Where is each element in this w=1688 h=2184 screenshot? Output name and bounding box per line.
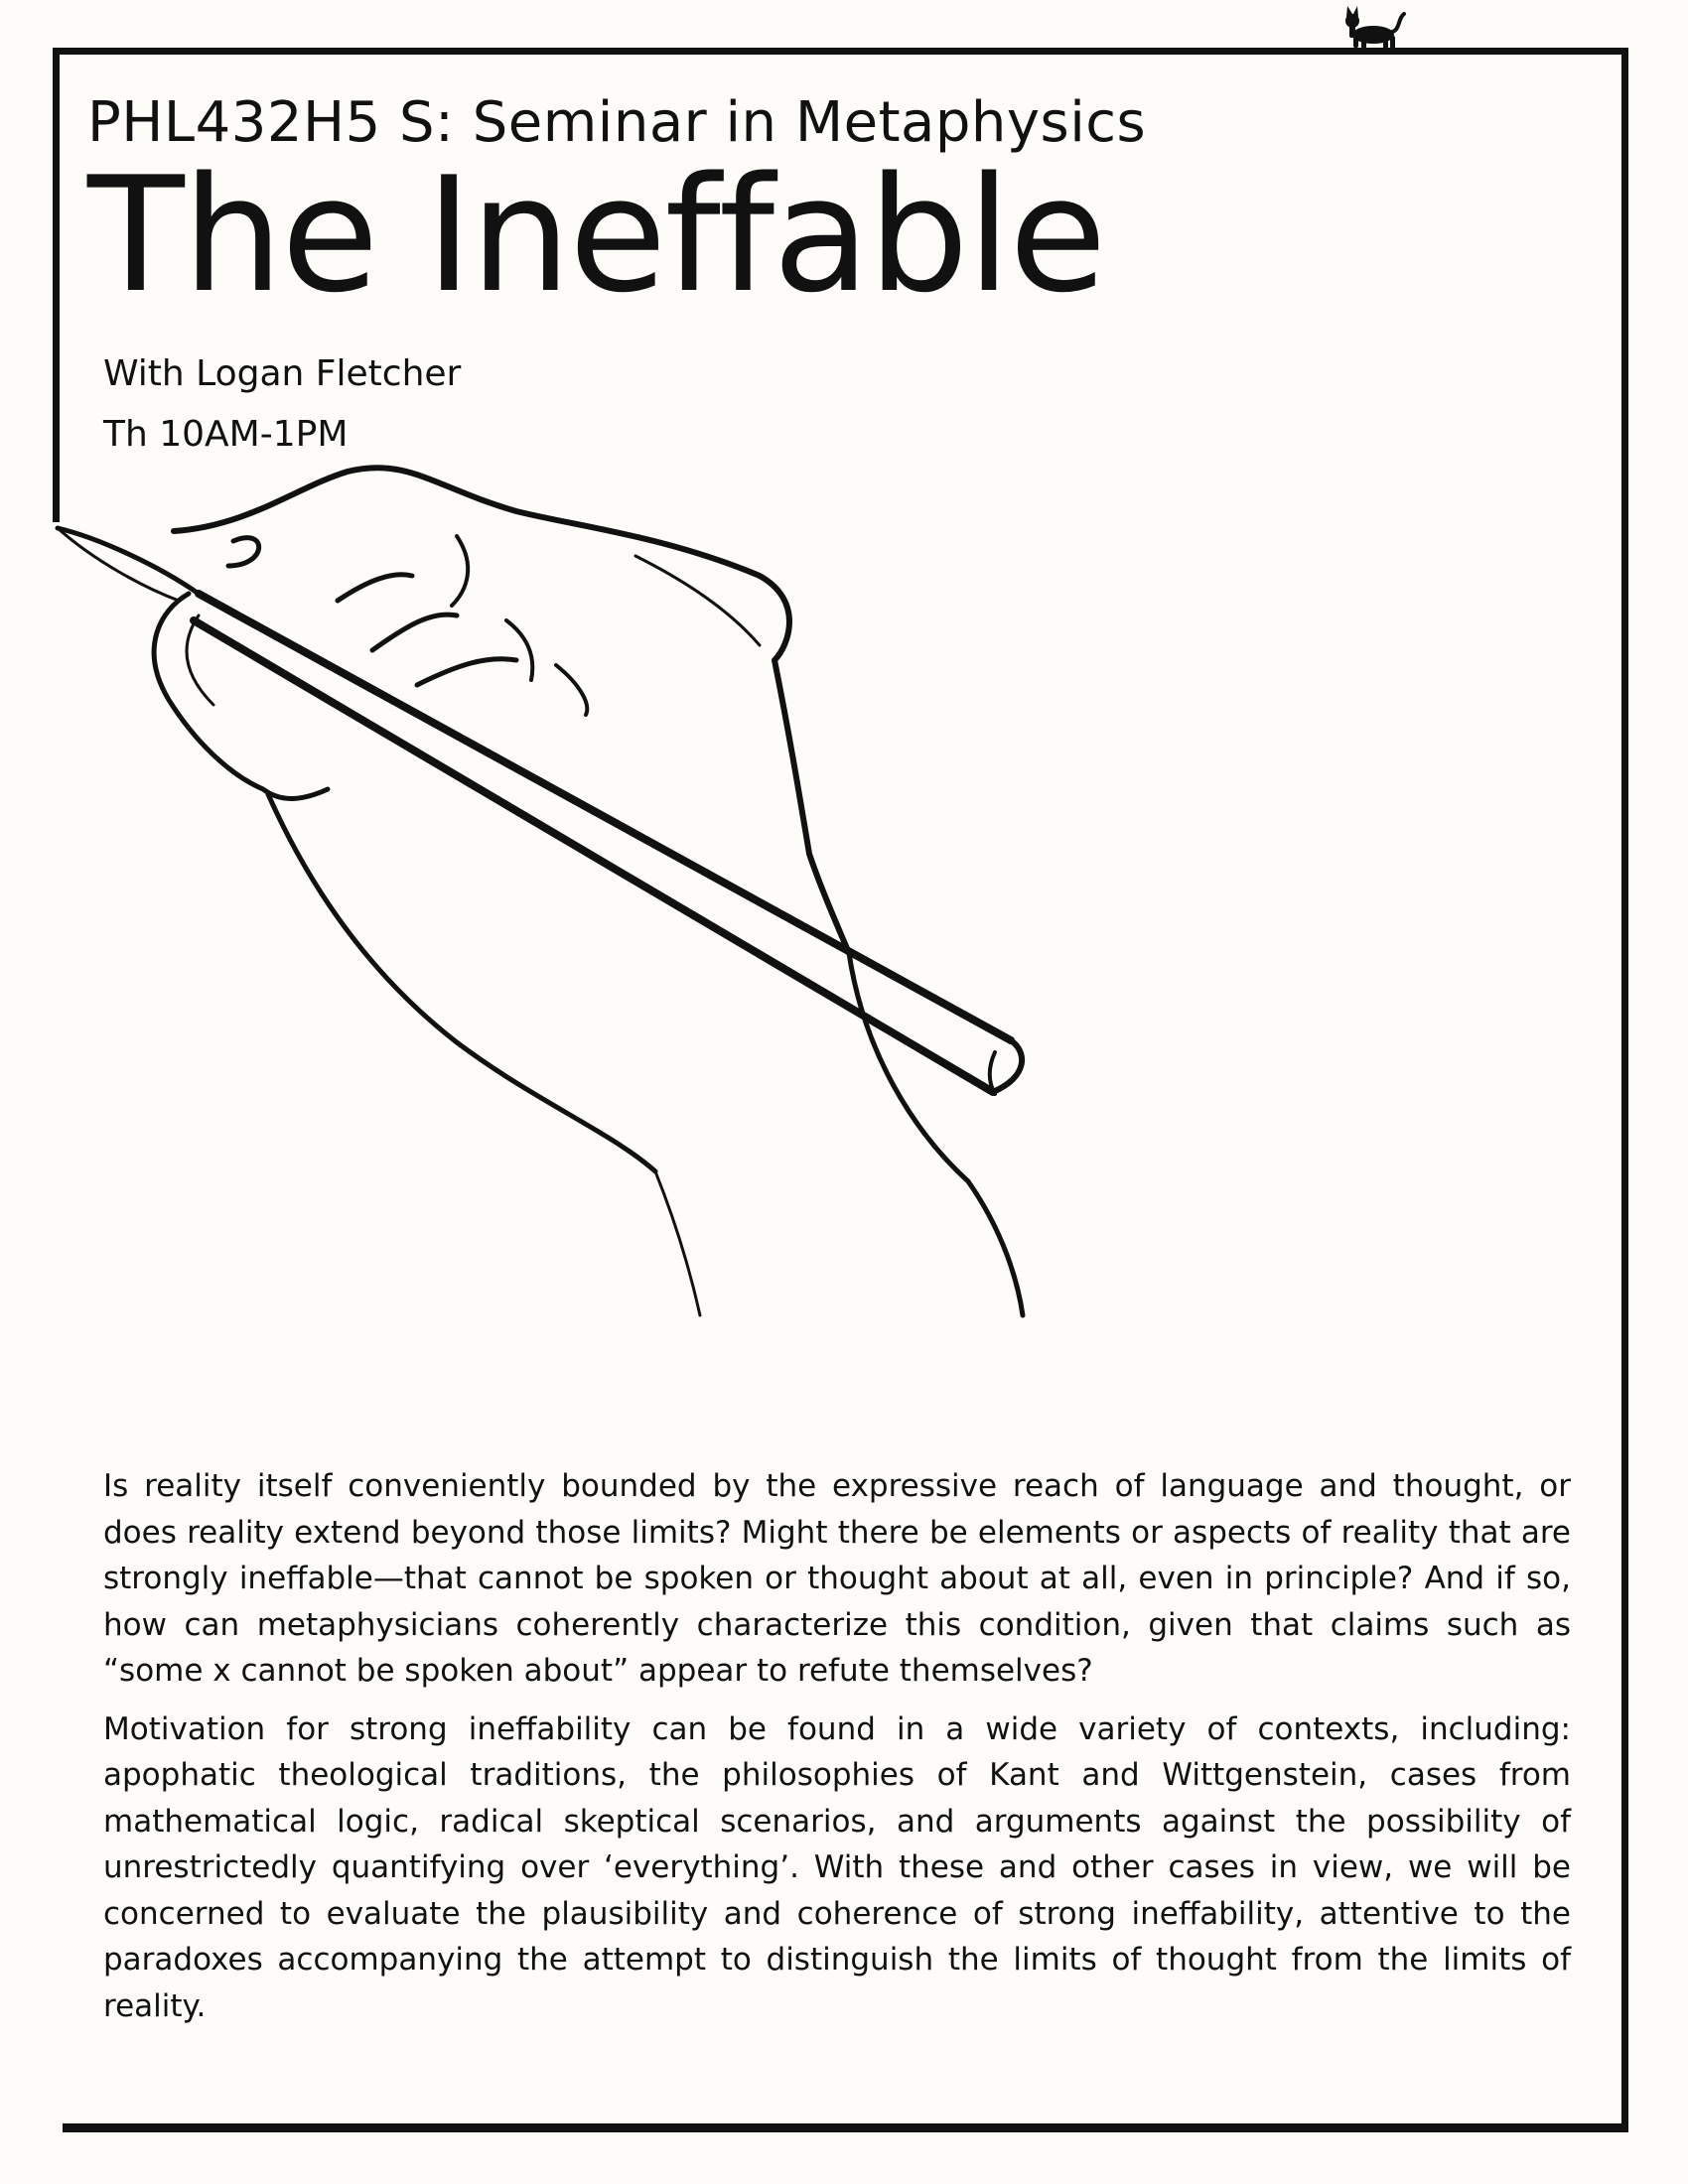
finger-crease-3 (417, 659, 516, 685)
instructor: With Logan Fletcher (103, 353, 462, 394)
finger-crease-5 (506, 620, 532, 680)
finger-crease-4 (452, 536, 468, 606)
page-title: The Ineffable (87, 142, 1105, 328)
palm-curve (268, 794, 655, 1171)
wrist-left (655, 1171, 700, 1315)
course-code: PHL432H5 S: Seminar in Metaphysics (87, 90, 1147, 155)
pen-end-cap-inner (990, 1052, 995, 1094)
thumb-outline (154, 594, 328, 798)
pen-tip-lower (58, 528, 179, 601)
hand-with-pen-illustration (40, 417, 1072, 1340)
course-description (103, 1463, 1571, 2041)
hand-top-crease (228, 538, 259, 566)
wrist-right (849, 953, 1023, 1315)
hand-back (174, 468, 849, 953)
finger-crease-2 (372, 614, 457, 650)
cat-icon (1336, 2, 1408, 50)
finger-crease-1 (338, 575, 412, 601)
frame-right-border (1621, 48, 1628, 2132)
schedule: Th 10AM-1PM (103, 414, 349, 455)
pen-shaft-top (199, 594, 1011, 1040)
description-paragraph-2: Motivation for strong ineffability can be found in a wide variety of contexts, including: apophatic theological traditions, the philosophies of Kant and Wittgenstein, cases from mathematical logic, radical skeptical scenarios, and arguments against the possibility of unrestrictedly quantifying over ‘everything’. With these and other cases in view, we will be concerned to evaluate the plausibility and coherence of strong ineffability, attentive to the paradoxes accompanying the attempt to distinguish the limits of thought from the limits of reality. (103, 1710, 1571, 2024)
pen-end-cap (993, 1040, 1022, 1092)
description-paragraph-1: Is reality itself conveniently bounded by the expressive reach of language and thought, or does reality extend beyond those limits? Might there be elements or aspects of reality that are strongly ineffable—that cannot be spoken or thought about at all, even in principle? And if so, how can metaphysicians coherently characterize this condition, given that claims such as “some x cannot be spoken about” appear to refute themselves? (103, 1468, 1571, 1689)
finger-crease-6 (556, 665, 587, 715)
frame-bottom-border (63, 2123, 1628, 2132)
pen-shaft-bottom (194, 620, 993, 1092)
pen-tip (58, 528, 199, 594)
